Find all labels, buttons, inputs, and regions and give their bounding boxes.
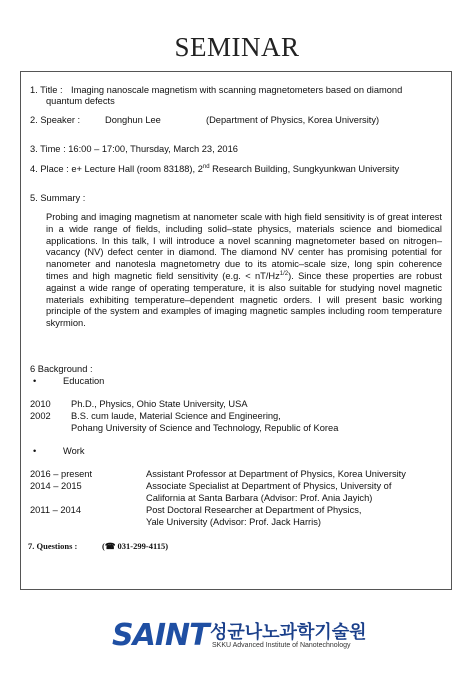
place-line: 4. Place : e+ Lecture Hall (room 83188), 2nd Research Building, Sungkyunkwan University	[30, 163, 400, 174]
summary-text: Probing and imaging magnetism at nanometer scale with high field sensitivity is of great interest in a wide range of fields, including solid–state physics, materials science and biomedical applications. In this talk, I will introduce a novel scanning magnetometer based on nitrogen–vacancy (NV) defect center in diamond. The diamond NV center has promising potential for nanometer and nanotesla magnetometry due to its atomic–scale size, long spin coherence times and high magnetic field sensitivity (e.g. < $nT/Hz^{1/2}$). Since these properties are robust against a wide range of operating temperature, it is also suitable for studying novel magnetic materials exhibiting temperature–dependent magnetic orders. I will present basic working principle of the system and examples of imaging magnetic samples including room temperature skyrmion.	[46, 212, 442, 329]
work-label: Work	[63, 446, 85, 456]
saint-logo: SAINT	[112, 618, 209, 653]
questions-phone: (☎ 031-299-4115)	[102, 541, 169, 551]
speaker-label: 2. Speaker :	[30, 115, 81, 125]
title-label: 1. Title :	[30, 85, 63, 95]
work-text: Assistant Professor at Department of Physics, Korea University	[146, 469, 406, 479]
work-period: 2016 – present	[30, 469, 93, 479]
summary-label: 5. Summary :	[30, 193, 86, 203]
education-year: 2002	[30, 411, 51, 421]
title-text-line-2: quantum defects	[46, 96, 115, 106]
speaker-name: Donghun Lee	[105, 115, 161, 125]
work-period: 2014 – 2015	[30, 481, 82, 491]
education-text-2: Pohang University of Science and Technology, Republic of Korea	[71, 423, 339, 433]
page-title: SEMINAR	[174, 32, 300, 62]
work-text: Associate Specialist at Department of Physics, University of	[146, 481, 392, 491]
bullet-work: •	[33, 446, 37, 456]
work-text-2: Yale University (Advisor: Prof. Jack Harris)	[146, 517, 321, 527]
bullet-education: •	[33, 376, 37, 386]
institute-korean-name: 성균나노과학기술원	[210, 622, 367, 643]
institute-english-name: SKKU Advanced Institute of Nanotechnology	[212, 642, 351, 649]
education-text: B.S. cum laude, Material Science and Engineering,	[71, 411, 281, 421]
background-label: 6 Background :	[30, 364, 93, 374]
work-period: 2011 – 2014	[30, 505, 82, 515]
education-text: Ph.D., Physics, Ohio State University, USA	[71, 399, 248, 409]
title-text-line-1: Imaging nanoscale magnetism with scanning magnetometers based on diamond	[71, 85, 403, 95]
questions-label: 7. Questions :	[28, 541, 78, 551]
work-text-2: California at Santa Barbara (Advisor: Prof. Ania Jayich)	[146, 493, 373, 503]
speaker-affiliation: (Department of Physics, Korea University)	[206, 115, 380, 125]
work-text: Post Doctoral Researcher at Department of Physics,	[146, 505, 362, 515]
time-line: 3. Time : 16:00 – 17:00, Thursday, March 23, 2016	[30, 144, 238, 154]
education-year: 2010	[30, 399, 51, 409]
education-label: Education	[63, 376, 105, 386]
